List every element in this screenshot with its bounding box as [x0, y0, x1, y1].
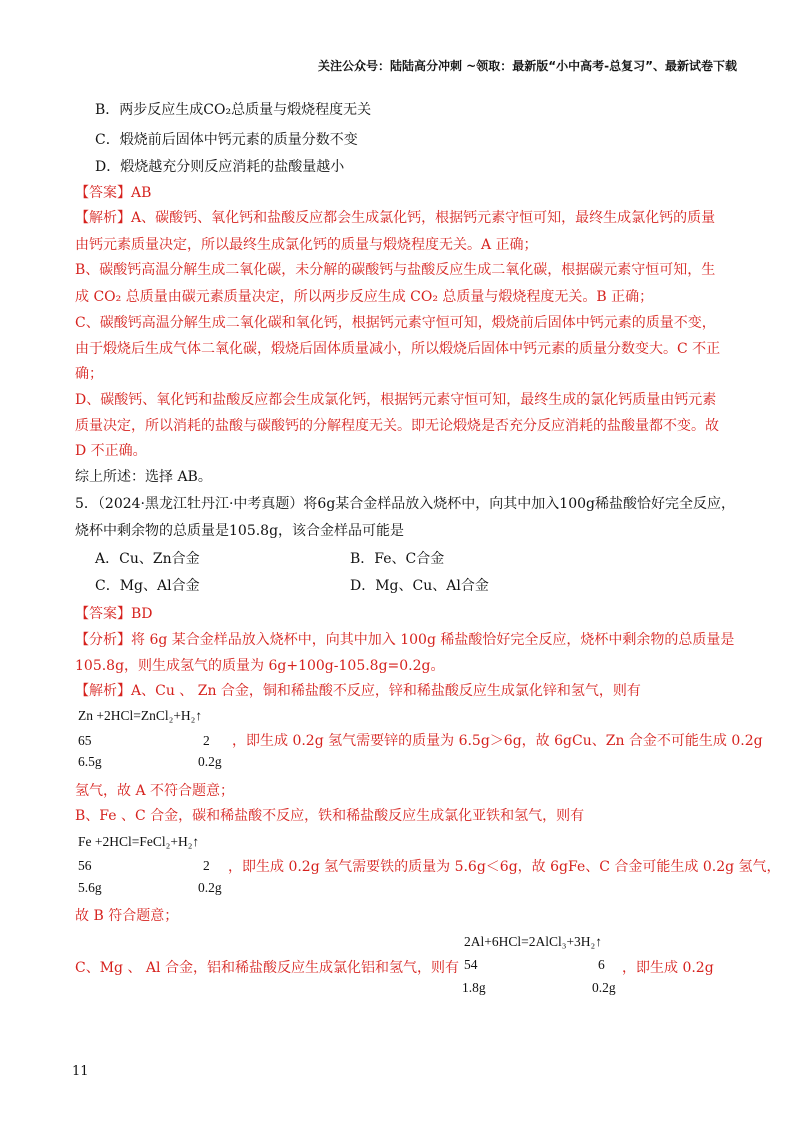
answer-5: 【答案】BD [75, 606, 153, 622]
analysis-4-line-1: 【解析】A、碳酸钙、氧化钙和盐酸反应都会生成氯化钙，根据钙元素守恒可知，最终生成氯化钙的质量 [75, 210, 716, 226]
analysis-4-line-7: 确； [75, 366, 103, 382]
question-5-line-2: 烧杯中剩余物的总质量是105.8g，该合金样品可能是 [75, 523, 405, 539]
analysis-4-line-10: D 不正确。 [75, 443, 147, 459]
eq-zn-products: =ZnCl₂+H₂↑ [133, 708, 203, 723]
question-5-option-d: D．Mg、Cu、Al合金 [350, 578, 489, 594]
equation-al: 2Al+6HCl=2AlCl₃+3H₂↑ [464, 934, 603, 949]
question-5-line-1: 5．（2024·黑龙江牡丹江·中考真题）将6g某合金样品放入烧杯中，向其中加入100g稀盐酸恰好完全反应， [75, 496, 735, 512]
eq-fe-products: =FeCl₂+H₂↑ [131, 834, 200, 849]
fenxi-5-line-1: 【分析】将 6g 某合金样品放入烧杯中，向其中加入 100g 稀盐酸恰好完全反应，烧杯中剩余物的总质量是 [75, 632, 735, 648]
jiexi-5-a-end: 氢气，故 A 不符合题意； [75, 783, 235, 799]
eq-zn-hcl: +2HCl [96, 708, 134, 723]
answer-4: 【答案】AB [75, 185, 152, 201]
jiexi-5-a-tail: ，即生成 0.2g 氢气需要锌的质量为 6.5g＞6g，故 6gCu、Zn 合金不可能生成 0.2g [232, 733, 763, 749]
summary-4: 综上所述：选择 AB。 [75, 469, 212, 485]
fenxi-5-line-2: 105.8g，则生成氢气的质量为 6g+100g-105.8g=0.2g。 [75, 658, 445, 674]
page-header: 关注公众号：陆陆高分冲刺 ~领取：最新版“小中高考-总复习”、最新试卷下载 [318, 59, 737, 73]
equation-fe [78, 832, 199, 852]
eq-fe-given-2: 0.2g [198, 880, 222, 895]
analysis-4-line-5: C、碳酸钙高温分解生成二氧化碳和氧化钙，根据钙元素守恒可知，煅烧前后固体中钙元素的质量不变， [75, 315, 716, 331]
eq-fe-mass-1: 56 [78, 858, 92, 873]
jiexi-5-b-tail: ，即生成 0.2g 氢气需要铁的质量为 5.6g＜6g，故 6gFe、C 合金可能生成 0.2g 氢气， [228, 859, 781, 875]
question-5-option-b: B．Fe、C合金 [350, 551, 445, 567]
analysis-4-line-9: 质量决定，所以消耗的盐酸与碳酸钙的分解程度无关。即无论煅烧是否充分反应消耗的盐酸量都不变。故 [75, 418, 719, 434]
eq-zn-given-1: 6.5g [78, 754, 102, 769]
page-number: 11 [72, 1064, 89, 1079]
eq-fe-mass-2: 2 [203, 858, 210, 873]
jiexi-5-b-end: 故 B 符合题意； [75, 908, 179, 924]
option-b-prev: B．两步反应生成CO₂总质量与煅烧程度无关 [95, 102, 372, 118]
eq-al-given-1: 1.8g [462, 980, 486, 995]
analysis-4-line-8: D、碳酸钙、氧化钙和盐酸反应都会生成氯化钙，根据钙元素守恒可知，最终生成的氯化钙质量由钙元素 [75, 392, 717, 408]
equation-zn [78, 706, 202, 726]
question-5-option-c: C．Mg、Al合金 [95, 578, 200, 594]
jiexi-5-a-intro: 【解析】A、Cu 、 Zn 合金，铜和稀盐酸不反应，锌和稀盐酸反应生成氯化锌和氢气，则有 [75, 683, 641, 699]
analysis-4-line-6: 由于煅烧后生成气体二氧化碳，煅烧后固体质量减小，所以煅烧后固体中钙元素的质量分数变大。C 不正 [75, 341, 721, 357]
eq-zn-mass-1: 65 [78, 733, 92, 748]
jiexi-5-c-tail: ，即生成 0.2g [622, 960, 714, 976]
jiexi-5-c-intro: C、Mg 、 Al 合金，铝和稀盐酸反应生成氯化铝和氢气，则有 [75, 960, 459, 976]
option-c-prev: C．煅烧前后固体中钙元素的质量分数不变 [95, 132, 358, 148]
analysis-4-line-3: B、碳酸钙高温分解生成二氧化碳，未分解的碳酸钙与盐酸反应生成二氧化碳，根据碳元素守恒可知，生 [75, 262, 716, 278]
eq-zn-mass-2: 2 [203, 733, 210, 748]
analysis-4-line-2: 由钙元素质量决定，所以最终生成氯化钙的质量与煅烧程度无关。A 正确； [75, 237, 538, 253]
jiexi-5-b-intro: B、Fe 、C 合金，碳和稀盐酸不反应，铁和稀盐酸反应生成氯化亚铁和氢气，则有 [75, 808, 585, 824]
option-d-prev: D．煅烧越充分则反应消耗的盐酸量越小 [95, 159, 345, 175]
question-5-option-a: A．Cu、Zn合金 [95, 551, 200, 567]
eq-al-mass-1: 54 [464, 957, 478, 972]
eq-al-mass-2: 6 [598, 957, 605, 972]
eq-fe-hcl: +2HCl [94, 834, 132, 849]
analysis-4-line-4: 成 CO₂ 总质量由碳元素质量决定，所以两步反应生成 CO₂ 总质量与煅烧程度无关。B 正确； [75, 289, 654, 305]
eq-zn-reactant: Zn [78, 708, 93, 723]
eq-fe-reactant: Fe [78, 834, 92, 849]
eq-zn-given-2: 0.2g [198, 754, 222, 769]
eq-al-given-2: 0.2g [592, 980, 616, 995]
eq-fe-given-1: 5.6g [78, 880, 102, 895]
